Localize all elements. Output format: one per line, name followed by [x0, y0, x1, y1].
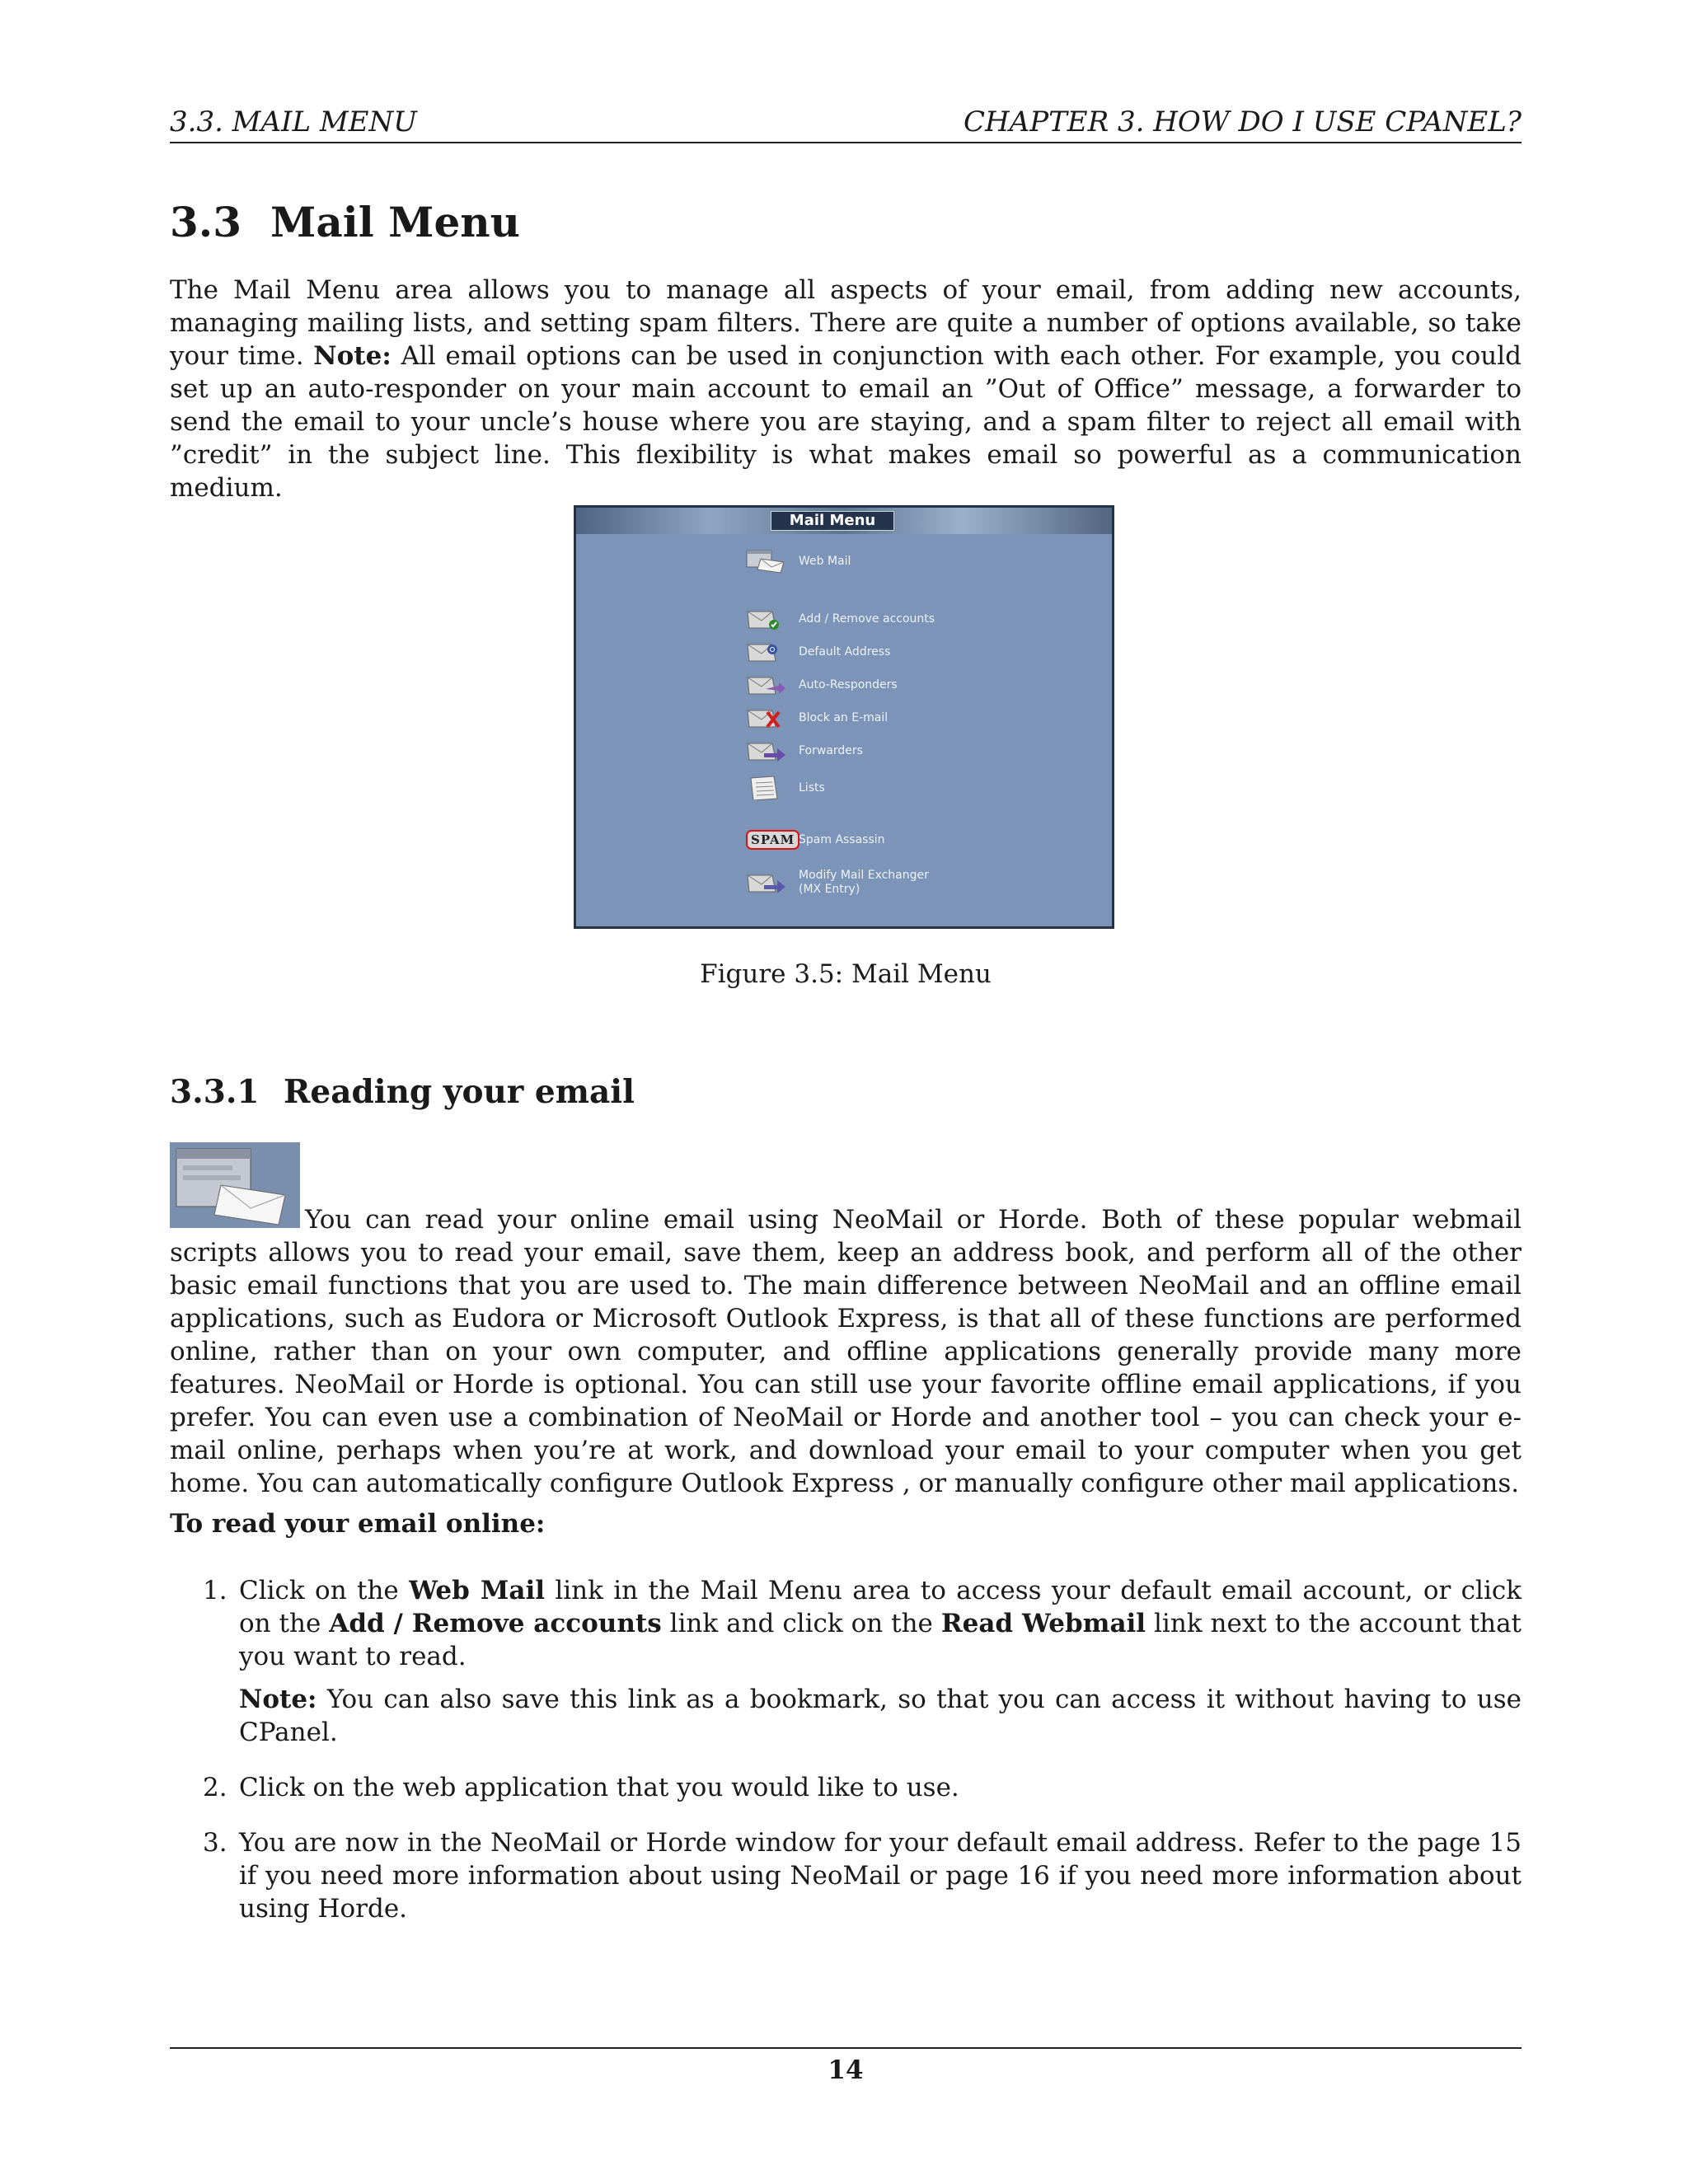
- running-header-chapter: CHAPTER 3. HOW DO I USE CPANEL?: [964, 105, 1522, 138]
- menu-item-label: Forwarders: [799, 743, 863, 757]
- list-document-icon: [746, 776, 787, 800]
- menu-item-default-address[interactable]: [746, 640, 890, 664]
- reading-email-paragraph: You can read your online email using NeoMail or Horde. Both of these popular webmail scripts allows you to read your email, save them, keep an address book, and perform all of the other basic email functions that you are used to. The main difference between NeoMail and an offline email applications, such as Eudora or Microsoft Outlook Express, is that all of these functions are performed online, rather than on your own computer, and offline applications generally provide many more features. NeoMail or Horde is optional. You can still use your favorite offline email applications, if you prefer. You can even use a combination of NeoMail or Horde and another tool – you can check your e-mail online, perhaps when you’re at work, and download your email to your computer when you get home. You can automatically configure Outlook Express , or manually configure other mail applications.: [170, 1205, 1522, 1498]
- envelope-forward-icon: [746, 738, 787, 763]
- menu-item-label: Modify Mail Exchanger (MX Entry): [799, 869, 929, 896]
- page-number: 14: [828, 2055, 864, 2085]
- step-number: 1.: [203, 1576, 227, 1605]
- menu-item-modify-mx[interactable]: [746, 869, 929, 897]
- intro-paragraph: [170, 274, 1522, 504]
- webmail-icon: [746, 549, 787, 574]
- menu-item-web-mail[interactable]: [746, 549, 851, 574]
- add-remove-accounts-term: Add / Remove accounts: [329, 1609, 662, 1638]
- envelope-check-icon: [746, 607, 787, 631]
- mail-menu-figure: [574, 505, 1114, 929]
- menu-item-forwarders[interactable]: [746, 738, 863, 763]
- step-number: 2.: [203, 1773, 227, 1802]
- intro-text-continued: All email options can be used in conjunction with each other. For example, you could set up an auto-responder on your main account to email an ”Out of Office” message, a forwarder to send the email to your uncle’s house where you are staying, and a spam filter to reject all email with ”credit” in the subject line. This flexibility is what makes email so powerful as a communication medium.: [170, 341, 1522, 503]
- step-text: You are now in the NeoMail or Horde window for your default email address. Refer to the page 15 if you need more information about using NeoMail or page 16 if you need more information about using Horde.: [239, 1828, 1522, 1924]
- step-text: [239, 1574, 1522, 1673]
- envelope-at-icon: [746, 640, 787, 664]
- step-number: 3.: [203, 1828, 227, 1858]
- menu-item-spam-assassin[interactable]: [746, 827, 885, 852]
- step-item: [170, 1826, 1522, 1925]
- menu-item-lists[interactable]: [746, 776, 825, 800]
- step-text-segment: link in the Mail Menu area to access your default email account, or click on the: [239, 1576, 1522, 1638]
- menu-item-label: Add / Remove accounts: [799, 612, 935, 626]
- note-text: You can also save this link as a bookmark, so that you can access it without having to use CPanel.: [239, 1685, 1522, 1747]
- menu-item-label: Lists: [799, 780, 825, 794]
- note-label: Note:: [313, 341, 392, 371]
- running-header: [170, 102, 1522, 143]
- subsection-title: [170, 1073, 635, 1111]
- envelope-block-icon: [746, 705, 787, 730]
- section-title: [170, 198, 520, 246]
- note-label: Note:: [239, 1685, 317, 1714]
- figure-menu-title: Mail Menu: [771, 511, 894, 531]
- step-text-segment: link next to the account that you want to read.: [239, 1609, 1522, 1671]
- section-title-text: Mail Menu: [270, 198, 521, 246]
- menu-item-auto-responders[interactable]: [746, 673, 898, 697]
- menu-item-label: Default Address: [799, 644, 891, 658]
- intro-text: The Mail Menu area allows you to manage all aspects of your email, from adding new accounts, managing mailing lists, and setting spam filters. There are quite a number of options available, so take your time.: [170, 275, 1522, 371]
- step-text-segment: link and click on the: [661, 1609, 941, 1638]
- menu-item-block-email[interactable]: [746, 705, 888, 730]
- envelope-mx-icon: [746, 870, 787, 895]
- instructions-heading: To read your email online:: [170, 1509, 546, 1539]
- figure-caption: Figure 3.5: Mail Menu: [700, 959, 992, 989]
- running-header-section: 3.3. MAIL MENU: [170, 105, 417, 138]
- step-item: [170, 1574, 1522, 1749]
- section-number: 3.3: [170, 198, 241, 246]
- step-note: [239, 1683, 1522, 1749]
- menu-item-label: Spam Assassin: [799, 832, 885, 846]
- step-text-segment: Click on the: [239, 1576, 410, 1605]
- document-page: [170, 0, 1522, 2184]
- spam-badge-icon: [746, 827, 795, 852]
- menu-item-label: Block an E-mail: [799, 710, 889, 724]
- step-item: [170, 1771, 1522, 1804]
- menu-item-label: Auto-Responders: [799, 677, 898, 691]
- spam-badge: SPAM: [746, 830, 799, 850]
- web-mail-term: Web Mail: [409, 1576, 546, 1605]
- menu-item-add-remove-accounts[interactable]: [746, 607, 935, 631]
- instruction-steps: [170, 1574, 1522, 1947]
- step-text: Click on the web application that you would like to use.: [239, 1773, 959, 1802]
- footer-rule: [170, 2047, 1522, 2049]
- menu-item-label: Web Mail: [799, 554, 851, 568]
- read-webmail-term: Read Webmail: [940, 1609, 1146, 1638]
- subsection-number: 3.3.1: [170, 1073, 260, 1111]
- subsection-title-text: Reading your email: [284, 1073, 635, 1111]
- envelope-arrow-icon: [746, 673, 787, 697]
